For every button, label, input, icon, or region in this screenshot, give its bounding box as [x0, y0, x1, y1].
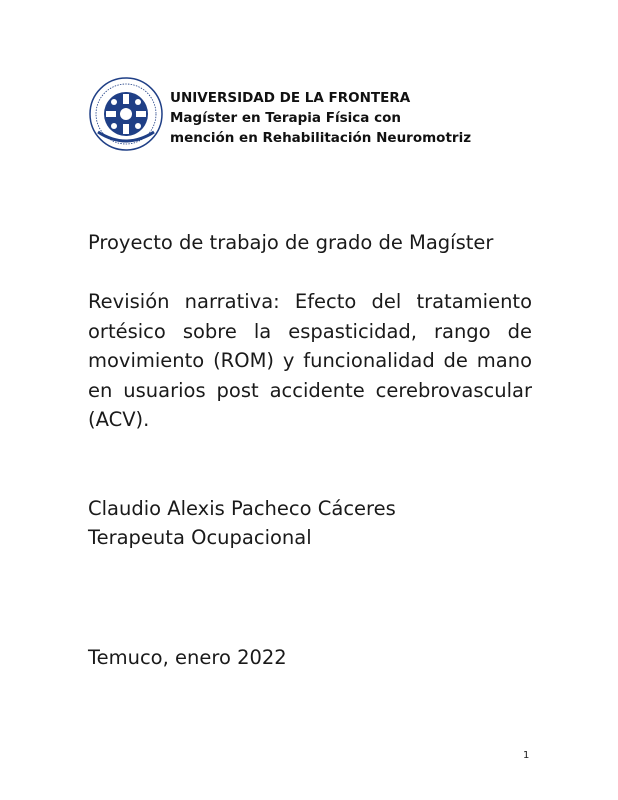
- author-name: Claudio Alexis Pacheco Cáceres: [88, 497, 396, 520]
- university-name: UNIVERSIDAD DE LA FRONTERA: [170, 90, 411, 106]
- university-seal-icon: [88, 76, 164, 152]
- author-block: [88, 494, 396, 552]
- author-role: Terapeuta Ocupacional: [88, 526, 312, 549]
- program-line-1: Magíster en Terapia Física con: [170, 110, 401, 126]
- project-label: Proyecto de trabajo de grado de Magíster: [88, 231, 494, 254]
- document-header: [88, 76, 588, 156]
- program-line-2: mención en Rehabilitación Neuromotriz: [170, 130, 472, 146]
- place-date: Temuco, enero 2022: [88, 646, 287, 669]
- institution-block: [170, 88, 471, 148]
- page-number: 1: [523, 750, 530, 761]
- thesis-title: Revisión narrativa: Efecto del tratamiento ortésico sobre la espasticidad, rango de movimiento (ROM) y funcionalidad de mano en usuarios post accidente cerebrovascular (ACV).: [88, 290, 532, 431]
